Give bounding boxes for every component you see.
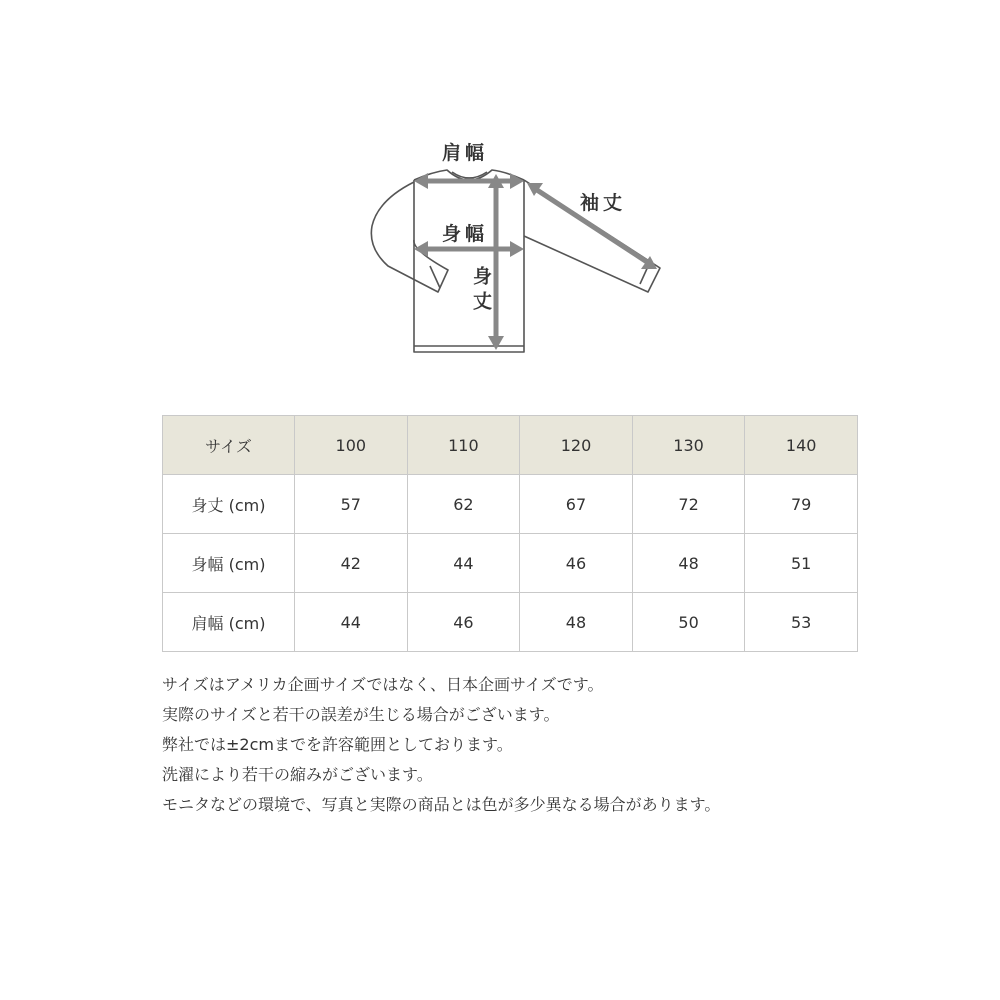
table-row [163,534,858,593]
arrowhead [510,241,524,257]
note-line: 洗濯により若干の縮みがございます。 [162,765,433,784]
table-cell: 48 [632,534,745,593]
size-column-header: 120 [520,416,633,475]
table-cell: 44 [295,593,408,652]
garment-diagram [0,0,1000,400]
shirt-left-sleeve [371,182,448,292]
body-length-label: 身丈 [470,266,492,316]
size-column-header: 140 [745,416,858,475]
row-label-body-width: 身幅 (cm) [163,534,295,593]
note-line: 弊社では±2cmまでを許容範囲としております。 [162,735,513,754]
note-line: モニタなどの環境で、写真と実際の商品とは色が多少異なる場合があります。 [162,795,721,814]
size-header-cell: サイズ [163,416,295,475]
table-cell: 67 [520,475,633,534]
body-width-label: 身幅 [442,223,489,245]
table-cell: 72 [632,475,745,534]
table-cell: 50 [632,593,745,652]
table-cell: 62 [407,475,520,534]
table-header-row [163,416,858,475]
size-notes [162,670,922,820]
note-line: 実際のサイズと若干の誤差が生じる場合がございます。 [162,705,560,724]
shirt-left-cuff [430,266,440,288]
table-cell: 48 [520,593,633,652]
table-cell: 42 [295,534,408,593]
table-cell: 53 [745,593,858,652]
table-cell: 46 [407,593,520,652]
table-cell: 44 [407,534,520,593]
size-column-header: 130 [632,416,745,475]
table-cell: 57 [295,475,408,534]
table-row [163,593,858,652]
arrowhead [488,336,504,350]
sleeve-length-label: 袖丈 [580,192,627,214]
row-label-shoulder-width: 肩幅 (cm) [163,593,295,652]
table-cell: 79 [745,475,858,534]
shoulder-width-label: 肩幅 [442,142,489,164]
arrowhead [414,241,428,257]
long-sleeve-shirt-illustration [0,0,1000,400]
size-column-header: 110 [407,416,520,475]
size-column-header: 100 [295,416,408,475]
row-label-body-length: 身丈 (cm) [163,475,295,534]
arrowhead [414,173,428,189]
table-cell: 46 [520,534,633,593]
table-row [163,475,858,534]
size-chart-table [162,415,858,652]
table-cell: 51 [745,534,858,593]
note-line: サイズはアメリカ企画サイズではなく、日本企画サイズです。 [162,675,604,694]
arrowhead [510,173,524,189]
